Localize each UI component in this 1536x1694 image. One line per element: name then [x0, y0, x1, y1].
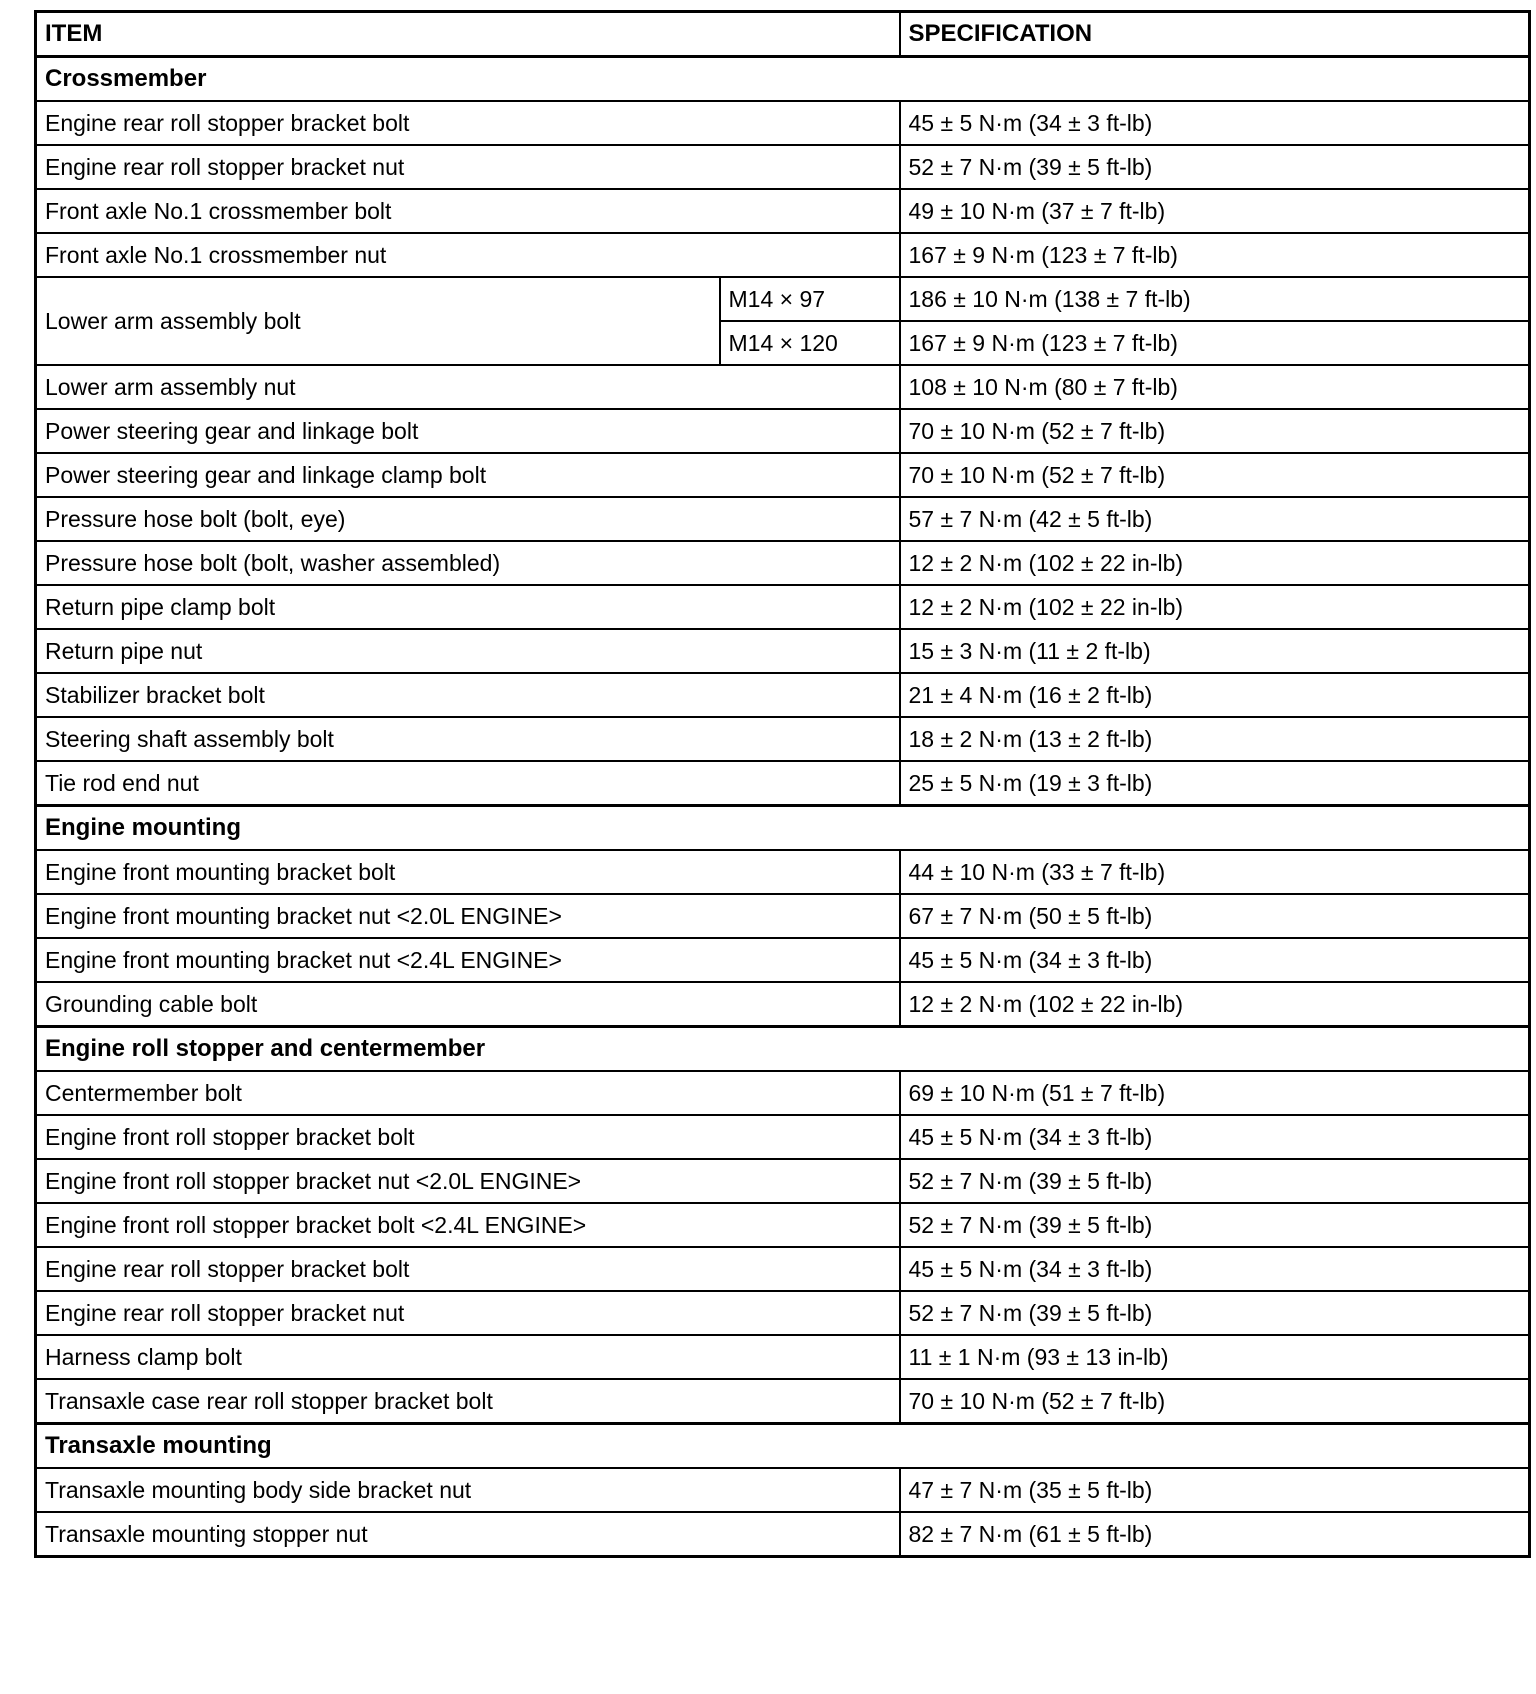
spec-cell: 82 ± 7 N·m (61 ± 5 ft-lb) — [900, 1512, 1530, 1557]
spec-cell: 11 ± 1 N·m (93 ± 13 in-lb) — [900, 1335, 1530, 1379]
spec-cell: 45 ± 5 N·m (34 ± 3 ft-lb) — [900, 938, 1530, 982]
item-cell: Transaxle mounting body side bracket nut — [36, 1468, 900, 1512]
table-row — [36, 409, 1530, 453]
spec-cell: 47 ± 7 N·m (35 ± 5 ft-lb) — [900, 1468, 1530, 1512]
item-cell: Lower arm assembly bolt — [36, 277, 720, 365]
spec-cell: 52 ± 7 N·m (39 ± 5 ft-lb) — [900, 1291, 1530, 1335]
variant-cell: M14 × 120 — [720, 321, 900, 365]
table-row — [36, 1468, 1530, 1512]
table-row — [36, 850, 1530, 894]
item-cell: Return pipe clamp bolt — [36, 585, 900, 629]
item-cell: Centermember bolt — [36, 1071, 900, 1115]
section-title: Engine roll stopper and centermember — [36, 1027, 1530, 1072]
table-row — [36, 938, 1530, 982]
item-cell: Grounding cable bolt — [36, 982, 900, 1027]
item-cell: Engine front mounting bracket nut <2.0L ENGINE> — [36, 894, 900, 938]
table-row — [36, 1115, 1530, 1159]
spec-cell: 57 ± 7 N·m (42 ± 5 ft-lb) — [900, 497, 1530, 541]
spec-table-body — [36, 12, 1530, 1557]
item-cell: Engine front mounting bracket nut <2.4L ENGINE> — [36, 938, 900, 982]
spec-cell: 12 ± 2 N·m (102 ± 22 in-lb) — [900, 541, 1530, 585]
section-title: Engine mounting — [36, 806, 1530, 851]
spec-cell: 70 ± 10 N·m (52 ± 7 ft-lb) — [900, 1379, 1530, 1424]
item-cell: Engine rear roll stopper bracket nut — [36, 145, 900, 189]
table-row — [36, 982, 1530, 1027]
table-row — [36, 145, 1530, 189]
item-cell: Tie rod end nut — [36, 761, 900, 806]
item-cell: Engine front roll stopper bracket bolt <2.4L ENGINE> — [36, 1203, 900, 1247]
table-row — [36, 101, 1530, 145]
item-cell: Pressure hose bolt (bolt, washer assembled) — [36, 541, 900, 585]
spec-cell: 15 ± 3 N·m (11 ± 2 ft-lb) — [900, 629, 1530, 673]
item-cell: Front axle No.1 crossmember bolt — [36, 189, 900, 233]
item-cell: Transaxle case rear roll stopper bracket bolt — [36, 1379, 900, 1424]
item-cell: Power steering gear and linkage clamp bolt — [36, 453, 900, 497]
table-row — [36, 761, 1530, 806]
spec-cell: 67 ± 7 N·m (50 ± 5 ft-lb) — [900, 894, 1530, 938]
table-row — [36, 673, 1530, 717]
section-row — [36, 57, 1530, 102]
spec-cell: 25 ± 5 N·m (19 ± 3 ft-lb) — [900, 761, 1530, 806]
table-row — [36, 717, 1530, 761]
table-row — [36, 894, 1530, 938]
spec-cell: 12 ± 2 N·m (102 ± 22 in-lb) — [900, 585, 1530, 629]
section-row — [36, 1027, 1530, 1072]
spec-cell: 108 ± 10 N·m (80 ± 7 ft-lb) — [900, 365, 1530, 409]
spec-cell: 12 ± 2 N·m (102 ± 22 in-lb) — [900, 982, 1530, 1027]
item-cell: Engine rear roll stopper bracket bolt — [36, 101, 900, 145]
spec-cell: 70 ± 10 N·m (52 ± 7 ft-lb) — [900, 453, 1530, 497]
table-row — [36, 1512, 1530, 1557]
table-row — [36, 189, 1530, 233]
spec-cell: 44 ± 10 N·m (33 ± 7 ft-lb) — [900, 850, 1530, 894]
spec-cell: 45 ± 5 N·m (34 ± 3 ft-lb) — [900, 1115, 1530, 1159]
variant-cell: M14 × 97 — [720, 277, 900, 321]
item-cell: Engine front roll stopper bracket bolt — [36, 1115, 900, 1159]
spec-cell: 52 ± 7 N·m (39 ± 5 ft-lb) — [900, 1159, 1530, 1203]
table-row — [36, 1159, 1530, 1203]
item-cell: Engine rear roll stopper bracket nut — [36, 1291, 900, 1335]
section-row — [36, 1424, 1530, 1469]
spec-cell: 186 ± 10 N·m (138 ± 7 ft-lb) — [900, 277, 1530, 321]
table-row — [36, 1335, 1530, 1379]
table-row — [36, 629, 1530, 673]
item-cell: Steering shaft assembly bolt — [36, 717, 900, 761]
table-row — [36, 233, 1530, 277]
table-header-row — [36, 12, 1530, 57]
torque-spec-table — [34, 10, 1531, 1558]
item-cell: Return pipe nut — [36, 629, 900, 673]
item-column-header: ITEM — [36, 12, 900, 57]
item-cell: Lower arm assembly nut — [36, 365, 900, 409]
spec-cell: 70 ± 10 N·m (52 ± 7 ft-lb) — [900, 409, 1530, 453]
spec-cell: 167 ± 9 N·m (123 ± 7 ft-lb) — [900, 233, 1530, 277]
item-cell: Stabilizer bracket bolt — [36, 673, 900, 717]
table-row — [36, 1291, 1530, 1335]
section-title: Transaxle mounting — [36, 1424, 1530, 1469]
spec-cell: 18 ± 2 N·m (13 ± 2 ft-lb) — [900, 717, 1530, 761]
table-row — [36, 1247, 1530, 1291]
spec-cell: 45 ± 5 N·m (34 ± 3 ft-lb) — [900, 1247, 1530, 1291]
item-cell: Harness clamp bolt — [36, 1335, 900, 1379]
spec-cell: 69 ± 10 N·m (51 ± 7 ft-lb) — [900, 1071, 1530, 1115]
specification-column-header: SPECIFICATION — [900, 12, 1530, 57]
table-row — [36, 541, 1530, 585]
table-row — [36, 1071, 1530, 1115]
item-cell: Front axle No.1 crossmember nut — [36, 233, 900, 277]
item-cell: Engine rear roll stopper bracket bolt — [36, 1247, 900, 1291]
spec-cell: 21 ± 4 N·m (16 ± 2 ft-lb) — [900, 673, 1530, 717]
spec-cell: 45 ± 5 N·m (34 ± 3 ft-lb) — [900, 101, 1530, 145]
spec-cell: 52 ± 7 N·m (39 ± 5 ft-lb) — [900, 1203, 1530, 1247]
table-row — [36, 365, 1530, 409]
table-row — [36, 1379, 1530, 1424]
spec-cell: 52 ± 7 N·m (39 ± 5 ft-lb) — [900, 145, 1530, 189]
table-row — [36, 277, 1530, 321]
item-cell: Power steering gear and linkage bolt — [36, 409, 900, 453]
table-row — [36, 585, 1530, 629]
spec-cell: 167 ± 9 N·m (123 ± 7 ft-lb) — [900, 321, 1530, 365]
section-row — [36, 806, 1530, 851]
section-title: Crossmember — [36, 57, 1530, 102]
table-row — [36, 497, 1530, 541]
item-cell: Engine front mounting bracket bolt — [36, 850, 900, 894]
item-cell: Engine front roll stopper bracket nut <2.0L ENGINE> — [36, 1159, 900, 1203]
table-row — [36, 453, 1530, 497]
item-cell: Pressure hose bolt (bolt, eye) — [36, 497, 900, 541]
table-row — [36, 1203, 1530, 1247]
item-cell: Transaxle mounting stopper nut — [36, 1512, 900, 1557]
spec-cell: 49 ± 10 N·m (37 ± 7 ft-lb) — [900, 189, 1530, 233]
